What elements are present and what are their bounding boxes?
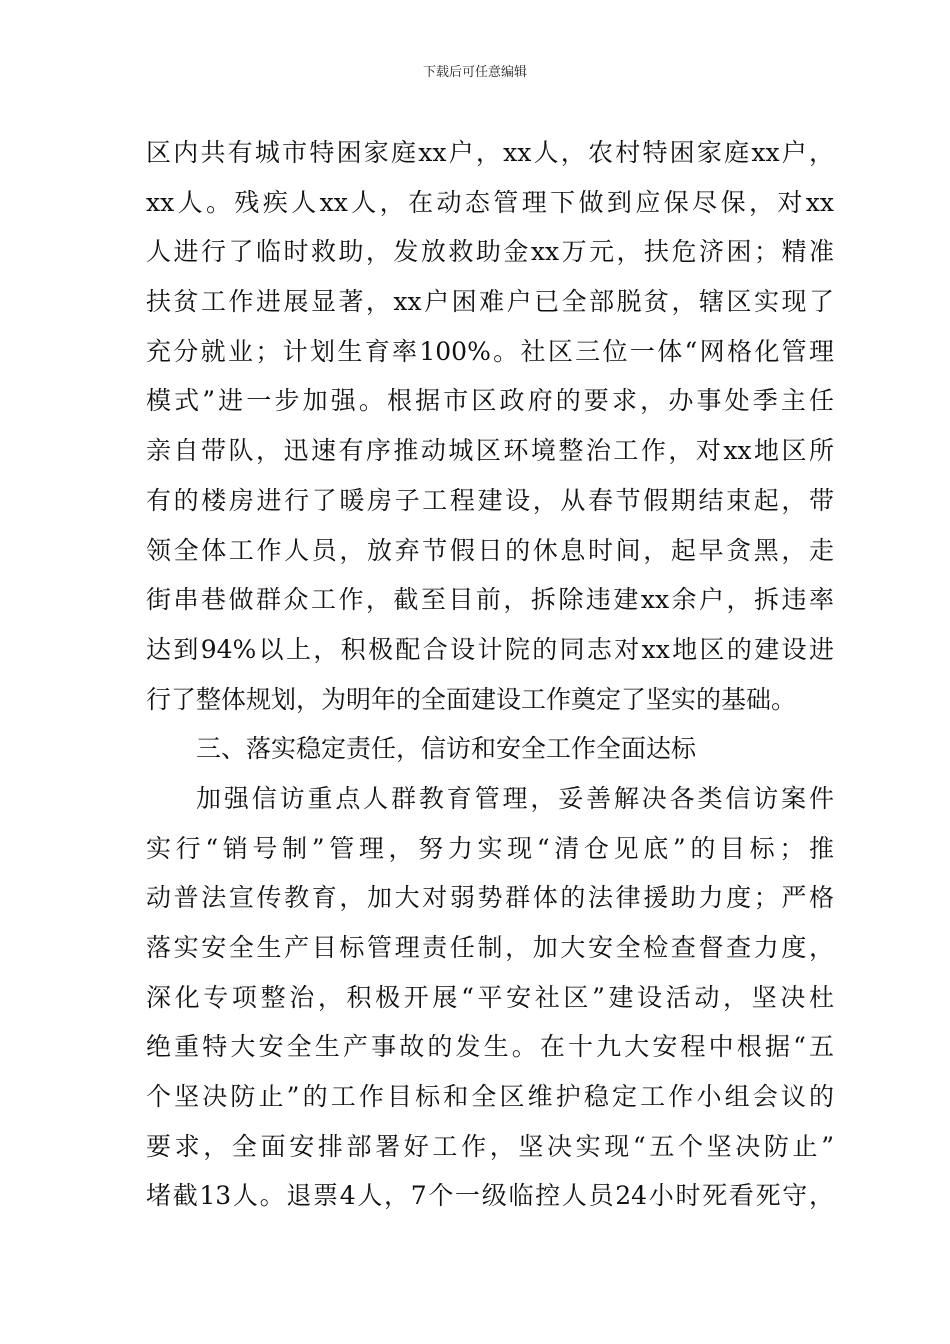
document-line: 要求，全面安排部署好工作，坚决实现“五个坚决防止”	[146, 1131, 834, 1161]
document-line: 行了整体规划，为明年的全面建设工作奠定了坚实的基础。	[146, 684, 797, 714]
document-line: 深化专项整治，积极开展“平安社区”建设活动，坚决杜	[146, 982, 834, 1012]
document-line: 三、落实稳定责任，信访和安全工作全面达标	[196, 734, 697, 764]
document-line: 加强信访重点人群教育管理，妥善解决各类信访案件	[196, 783, 834, 813]
document-line: 扶贫工作进展显著，xx户困难户已全部脱贫，辖区实现了	[146, 287, 834, 317]
page-header: 下载后可任意编辑	[422, 65, 527, 80]
document-line: 落实安全生产目标管理责任制，加大安全检查督查力度，	[146, 933, 834, 962]
document-line: 动普法宣传教育，加大对弱势群体的法律援助力度；严格	[146, 883, 834, 913]
document-line: 实行“销号制”管理，努力实现“清仓见底”的目标；推	[146, 833, 834, 863]
document-line: 堵截13人。退票4人，7个一级临控人员24小时死看死守，	[146, 1181, 834, 1211]
document-line: 街串巷做群众工作，截至目前，拆除违建xx余户，拆违率	[146, 585, 834, 615]
document-line: 模式”进一步加强。根据市区政府的要求，办事处季主任	[146, 386, 834, 416]
document-body	[146, 128, 834, 1221]
document-line: 领全体工作人员，放弃节假日的休息时间，起早贪黑，走	[146, 535, 834, 565]
document-line: 充分就业；计划生育率100%。社区三位一体“网格化管理	[146, 336, 834, 366]
document-line: xx人。残疾人xx人，在动态管理下做到应保尽保，对xx	[146, 187, 834, 217]
document-line: 绝重特大安全生产事故的发生。在十九大安程中根据“五	[146, 1032, 834, 1062]
document-line: 区内共有城市特困家庭xx户，xx人，农村特困家庭xx户，	[146, 138, 834, 167]
document-line: 亲自带队，迅速有序推动城区环境整治工作，对xx地区所	[146, 436, 834, 466]
document-line: 有的楼房进行了暖房子工程建设，从春节假期结束起，带	[146, 485, 834, 515]
document-line: 人进行了临时救助，发放救助金xx万元，扶危济困；精准	[146, 237, 834, 267]
document-line: 个坚决防止”的工作目标和全区维护稳定工作小组会议的	[146, 1082, 834, 1112]
document-line: 达到94%以上，积极配合设计院的同志对xx地区的建设进	[146, 634, 834, 664]
